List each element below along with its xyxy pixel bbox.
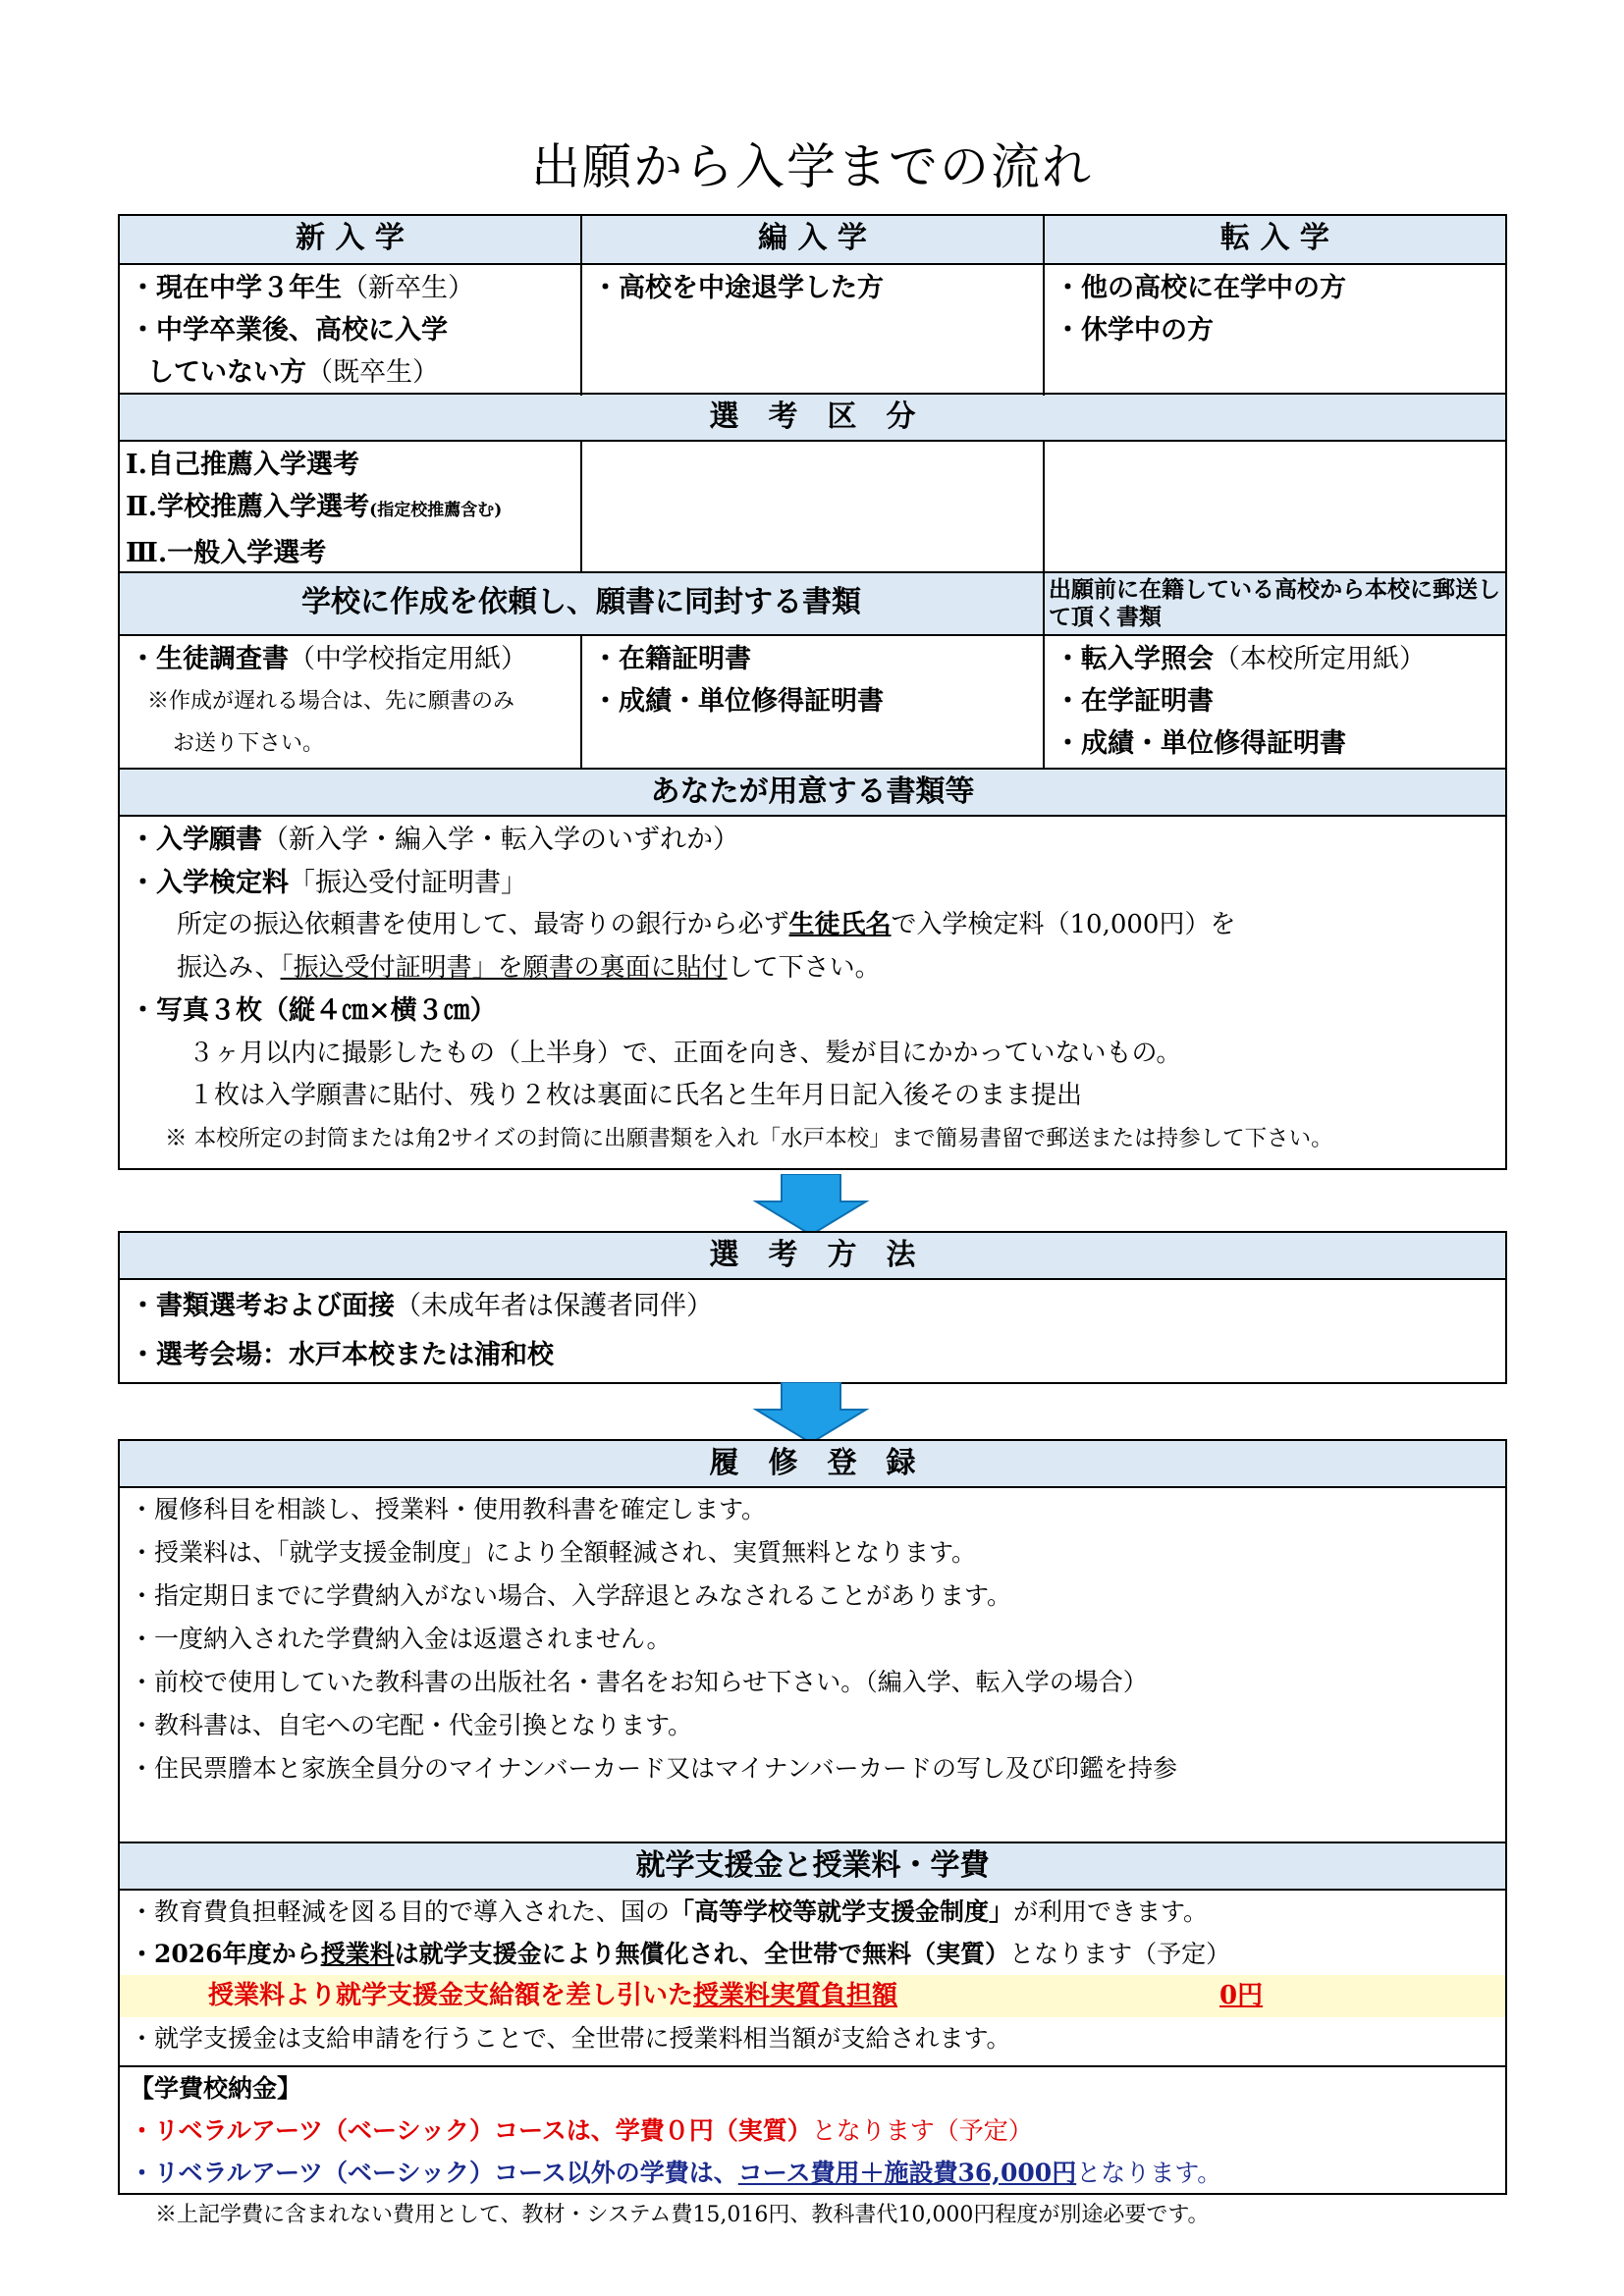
fee-instruction-4: して下さい。 <box>727 952 881 983</box>
designated-school-note: (指定校推薦含む) <box>369 501 503 520</box>
selection-venue: ・選考会場：水戸本校または浦和校 <box>130 1340 554 1370</box>
support-header: 就学支援金と授業料・学費 <box>120 1843 1505 1891</box>
selection-category-cell <box>120 442 582 576</box>
registration-item: ・前校で使用していた教科書の出版社名・書名をお知らせ下さい。（編入学、転入学の場合） <box>130 1668 1148 1696</box>
registration-item: ・教科書は、自宅への宅配・代金引換となります。 <box>130 1711 693 1739</box>
selection-method-body <box>120 1280 1505 1382</box>
item-dropped-out: ・高校を中途退学した方 <box>592 273 884 303</box>
support-intro: ・教育費負担軽減を図る目的で導入された、国の <box>130 1897 671 1926</box>
delay-note: ※作成が遅れる場合は、先に願書のみ <box>147 689 515 714</box>
fees-header: 【学費校納金】 <box>130 2074 302 2103</box>
student-certificate: ・在学証明書 <box>1055 686 1214 717</box>
delay-note-2: お送り下さい。 <box>173 731 325 756</box>
item-current-student: ・現在中学３年生 <box>130 273 342 303</box>
year-2026: ・2026年度から <box>130 1940 321 1968</box>
school-docs-row <box>120 636 1505 770</box>
fee-instruction-3: 振込み、 <box>177 952 281 983</box>
guardian-note: （未成年者は保護者同伴） <box>395 1291 713 1321</box>
exam-fee: ・入学検定料 <box>130 867 289 898</box>
empty-cell <box>1045 442 1505 576</box>
item-leave-of-absence: ・休学中の方 <box>1055 315 1214 346</box>
enrollment-certificate: ・在籍証明書 <box>592 644 751 674</box>
tuition-free-statement: は就学支援金により無償化され、全世帯で無料（実質） <box>394 1940 1010 1968</box>
extra-costs-note: ※上記学費に含まれない費用として、教材・システム費15,016円、教科書代10,000円程度が別途必要です。 <box>155 2203 1210 2227</box>
actual-burden-value: 0円 <box>1219 1981 1264 2010</box>
support-system-name: 「高等学校等就学支援金制度」 <box>670 1897 1014 1926</box>
selection-category-header: 選 考 区 分 <box>120 395 1505 442</box>
empty-cell <box>582 442 1045 576</box>
selection-method-block <box>118 1231 1507 1384</box>
registration-item: ・指定期日までに学費納入がない場合、入学辞退とみなされることがあります。 <box>130 1581 1012 1610</box>
self-recommendation: Ⅰ.自己推薦入学選考 <box>126 450 360 480</box>
previous-school-docs-header: 出願前に在籍している高校から本校に郵送して頂く書類 <box>1045 573 1505 634</box>
item-not-enrolled: していない方 <box>147 357 306 388</box>
school-docs-header-row <box>120 573 1505 636</box>
registration-block <box>118 1439 1507 2227</box>
item-graduated: ・中学卒業後、高校に入学 <box>130 315 448 346</box>
application-form-note: （新入学・編入学・転入学のいずれか） <box>262 825 739 855</box>
header-new-admission: 新 入 学 <box>120 216 582 263</box>
re-admission-cell <box>582 265 1045 396</box>
header-re-admission: 編 入 学 <box>582 216 1045 263</box>
actual-burden-label: 授業料より就学支援金支給額を差し引いた <box>208 1981 694 2010</box>
transfer-receipt: 「振込受付証明書」 <box>289 867 527 898</box>
item-other-school: ・他の高校に在学中の方 <box>1055 273 1346 303</box>
support-body <box>120 1891 1505 2067</box>
registration-item: ・履修科目を相談し、授業料・使用教科書を確定します。 <box>130 1495 767 1523</box>
other-course-fee: ・リベラルアーツ（ベーシック）コース以外の学費は、 <box>130 2159 738 2187</box>
student-name-emphasis: 生徒氏名 <box>788 910 892 939</box>
new-admission-cell <box>120 265 582 396</box>
note-new-graduate: （新卒生） <box>342 273 474 303</box>
registration-item: ・一度納入された学費納入金は返還されません。 <box>130 1625 672 1653</box>
grades-certificate: ・成績・単位修得証明書 <box>592 686 884 717</box>
header-transfer: 転 入 学 <box>1045 216 1505 263</box>
registration-header: 履 修 登 録 <box>120 1441 1505 1488</box>
transfer-cell <box>1045 265 1505 396</box>
flow-arrow-down-icon <box>752 1382 870 1445</box>
school-docs-col3 <box>1045 636 1505 768</box>
paste-receipt-emphasis: 「振込受付証明書」を願書の裏面に貼付 <box>280 952 728 983</box>
other-course-amount: コース費用＋施設費36,000円 <box>737 2159 1077 2187</box>
school-recommendation: Ⅱ.学校推薦入学選考 <box>126 492 370 522</box>
photo-instruction-1: ３ヶ月以内に撮影したもの（上半身）で、正面を向き、髪が目にかかっていないもの。 <box>189 1038 1182 1068</box>
school-docs-col2 <box>582 636 1045 768</box>
mailing-note: ※ 本校所定の封筒または角2サイズの封筒に出願書類を入れ「水戸本校」まで簡易書留で郵送または持参して下さい。 <box>165 1125 1333 1151</box>
school-docs-header: 学校に作成を依頼し、願書に同封する書類 <box>120 573 1045 634</box>
support-payment-note: ・就学支援金は支給申請を行うことで、全世帯に授業料相当額が支給されます。 <box>130 2024 1011 2053</box>
support-intro-end: が利用できます。 <box>1013 1897 1209 1926</box>
fees-body <box>120 2067 1505 2236</box>
your-docs-body <box>120 817 1505 1162</box>
basic-course-planned: となります（予定） <box>811 2116 1033 2145</box>
category-body-row <box>120 265 1505 395</box>
registration-body <box>120 1488 1505 1843</box>
actual-burden-row <box>120 1975 1505 2017</box>
basic-course-fee: ・リベラルアーツ（ベーシック）コースは、学費０円（実質） <box>130 2116 812 2145</box>
selection-method-header: 選 考 方 法 <box>120 1233 1505 1280</box>
school-docs-col1 <box>120 636 582 768</box>
transfer-inquiry: ・転入学照会 <box>1055 644 1214 674</box>
document-interview: ・書類選考および面接 <box>130 1291 395 1321</box>
actual-burden-emphasis: 授業料実質負担額 <box>693 1981 898 2010</box>
student-report-note: （中学校指定用紙） <box>289 644 527 674</box>
registration-item: ・住民票謄本と家族全員分のマイナンバーカード又はマイナンバーカードの写し及び印鑑を持参 <box>130 1754 1178 1783</box>
page-title: 出願から入学までの流れ <box>531 138 1093 195</box>
grades-certificate-transfer: ・成績・単位修得証明書 <box>1055 728 1346 759</box>
photo-requirement: ・写真３枚（縦４㎝×横３㎝） <box>130 995 497 1026</box>
photo-instruction-2: １枚は入学願書に貼付、残り２枚は裏面に氏名と生年月日記入後そのまま提出 <box>189 1081 1083 1110</box>
selection-category-row <box>120 442 1505 573</box>
planned-note: となります（予定） <box>1009 1940 1231 1968</box>
fee-instruction-2: で入学検定料（10,000円）を <box>891 910 1236 939</box>
transfer-inquiry-note: （本校所定用紙） <box>1214 644 1426 674</box>
application-form: ・入学願書 <box>130 825 262 855</box>
note-past-graduate: （既卒生） <box>306 357 439 388</box>
registration-item: ・授業料は、「就学支援金制度」により全額軽減され、実質無料となります。 <box>130 1538 977 1567</box>
other-course-end: となります。 <box>1076 2159 1222 2187</box>
tuition-emphasis: 授業料 <box>320 1940 395 1968</box>
your-docs-header: あなたが用意する書類等 <box>120 770 1505 817</box>
flow-arrow-down-icon <box>752 1174 870 1237</box>
category-header-row <box>120 216 1505 265</box>
student-report: ・生徒調査書 <box>130 644 289 674</box>
application-block <box>118 214 1507 1170</box>
fee-instruction: 所定の振込依頼書を使用して、最寄りの銀行から必ず <box>177 910 789 939</box>
general-selection: Ⅲ.一般入学選考 <box>126 538 327 568</box>
